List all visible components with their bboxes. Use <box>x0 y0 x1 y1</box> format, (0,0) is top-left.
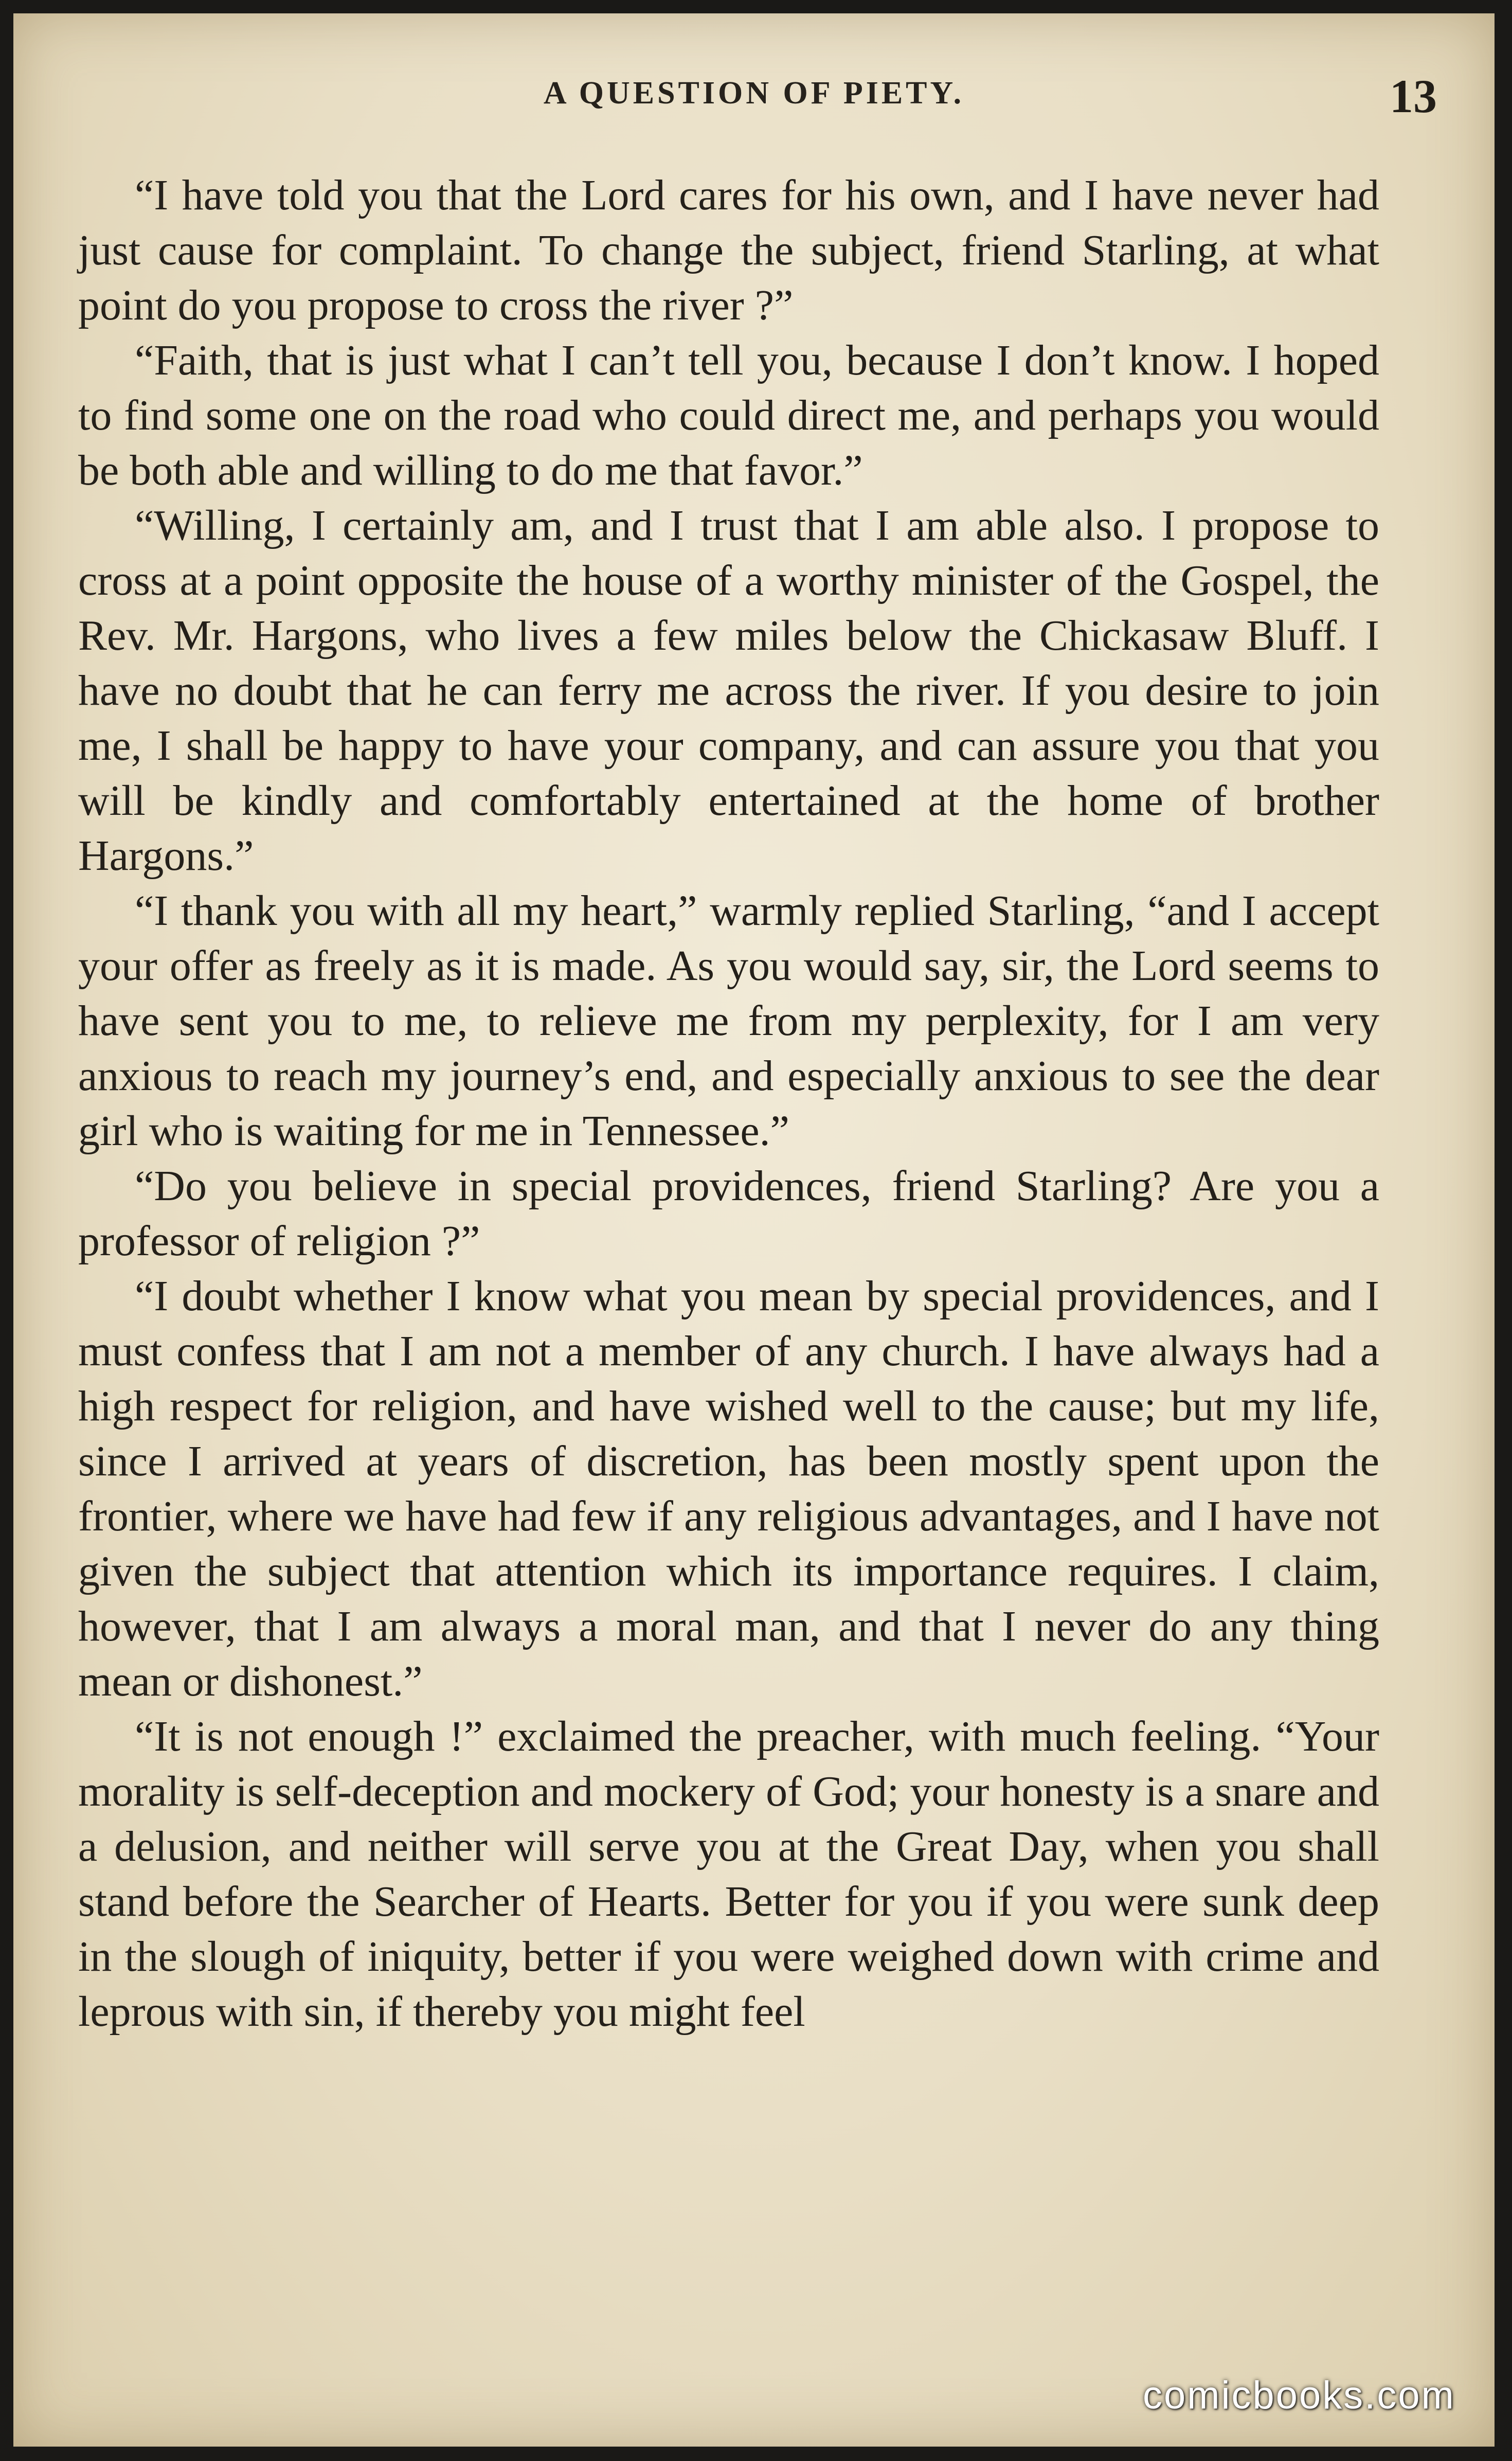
paragraph: “It is not enough !” exclaimed the preacher, with much feeling. “Your morality is self-deception and mockery of God; your honesty is a snare and a delusion, and neither will serve you at the Great Day, when you shall stand before the Searcher of Hearts. Better for you if you were sunk deep in the slough of iniquity, better if you were weighed down with crime and leprous with sin, if thereby you might feel <box>78 1713 1379 2036</box>
paragraph: “I thank you with all my heart,” warmly replied Starling, “and I accept your offer as freely as it is made. As you would say, sir, the Lord seems to have sent you to me, to relieve me from my perplexity, for I am very anxious to reach my journey’s end, and especially anxious to see the dear girl who is waiting for me in Tennessee.” <box>78 887 1379 1155</box>
paragraph: “Faith, that is just what I can’t tell you, because I don’t know. I hoped to find some one on the road who could direct me, and perhaps you would be both able and willing to do me that favor.” <box>78 336 1379 494</box>
paragraph: “I have told you that the Lord cares for his own, and I have never had just cause for complaint. To change the subject, friend Starling, at what point do you propose to cross the river ?” <box>78 171 1379 329</box>
body-text <box>78 168 1379 2039</box>
page-header <box>13 69 1495 126</box>
paragraph: “Willing, I certainly am, and I trust that I am able also. I propose to cross at a point opposite the house of a worthy minister of the Gospel, the Rev. Mr. Hargons, who lives a few miles below the Chickasaw Bluff. I have no doubt that he can ferry me across the river. If you desire to join me, I shall be happy to have your company, and can assure you that you will be kindly and comfortably entertained at the home of brother Hargons.” <box>78 502 1379 880</box>
running-title: A QUESTION OF PIETY. <box>543 76 965 111</box>
book-page <box>13 13 1495 2447</box>
watermark: comicbooks.com <box>1143 2374 1455 2417</box>
paragraph: “I doubt whether I know what you mean by special providences, and I must confess that I am not a member of any church. I have always had a high respect for religion, and have wished well to the cause; but my life, since I arrived at years of discretion, has been mostly spent upon the frontier, where we have had few if any religious advantages, and I have not given the subject that attention which its importance requires. I claim, however, that I am always a moral man, and that I never do any thing mean or dishonest.” <box>78 1272 1379 1705</box>
paragraph: “Do you believe in special providences, friend Starling? Are you a professor of religion ?” <box>78 1162 1379 1265</box>
page-number: 13 <box>1390 70 1437 122</box>
